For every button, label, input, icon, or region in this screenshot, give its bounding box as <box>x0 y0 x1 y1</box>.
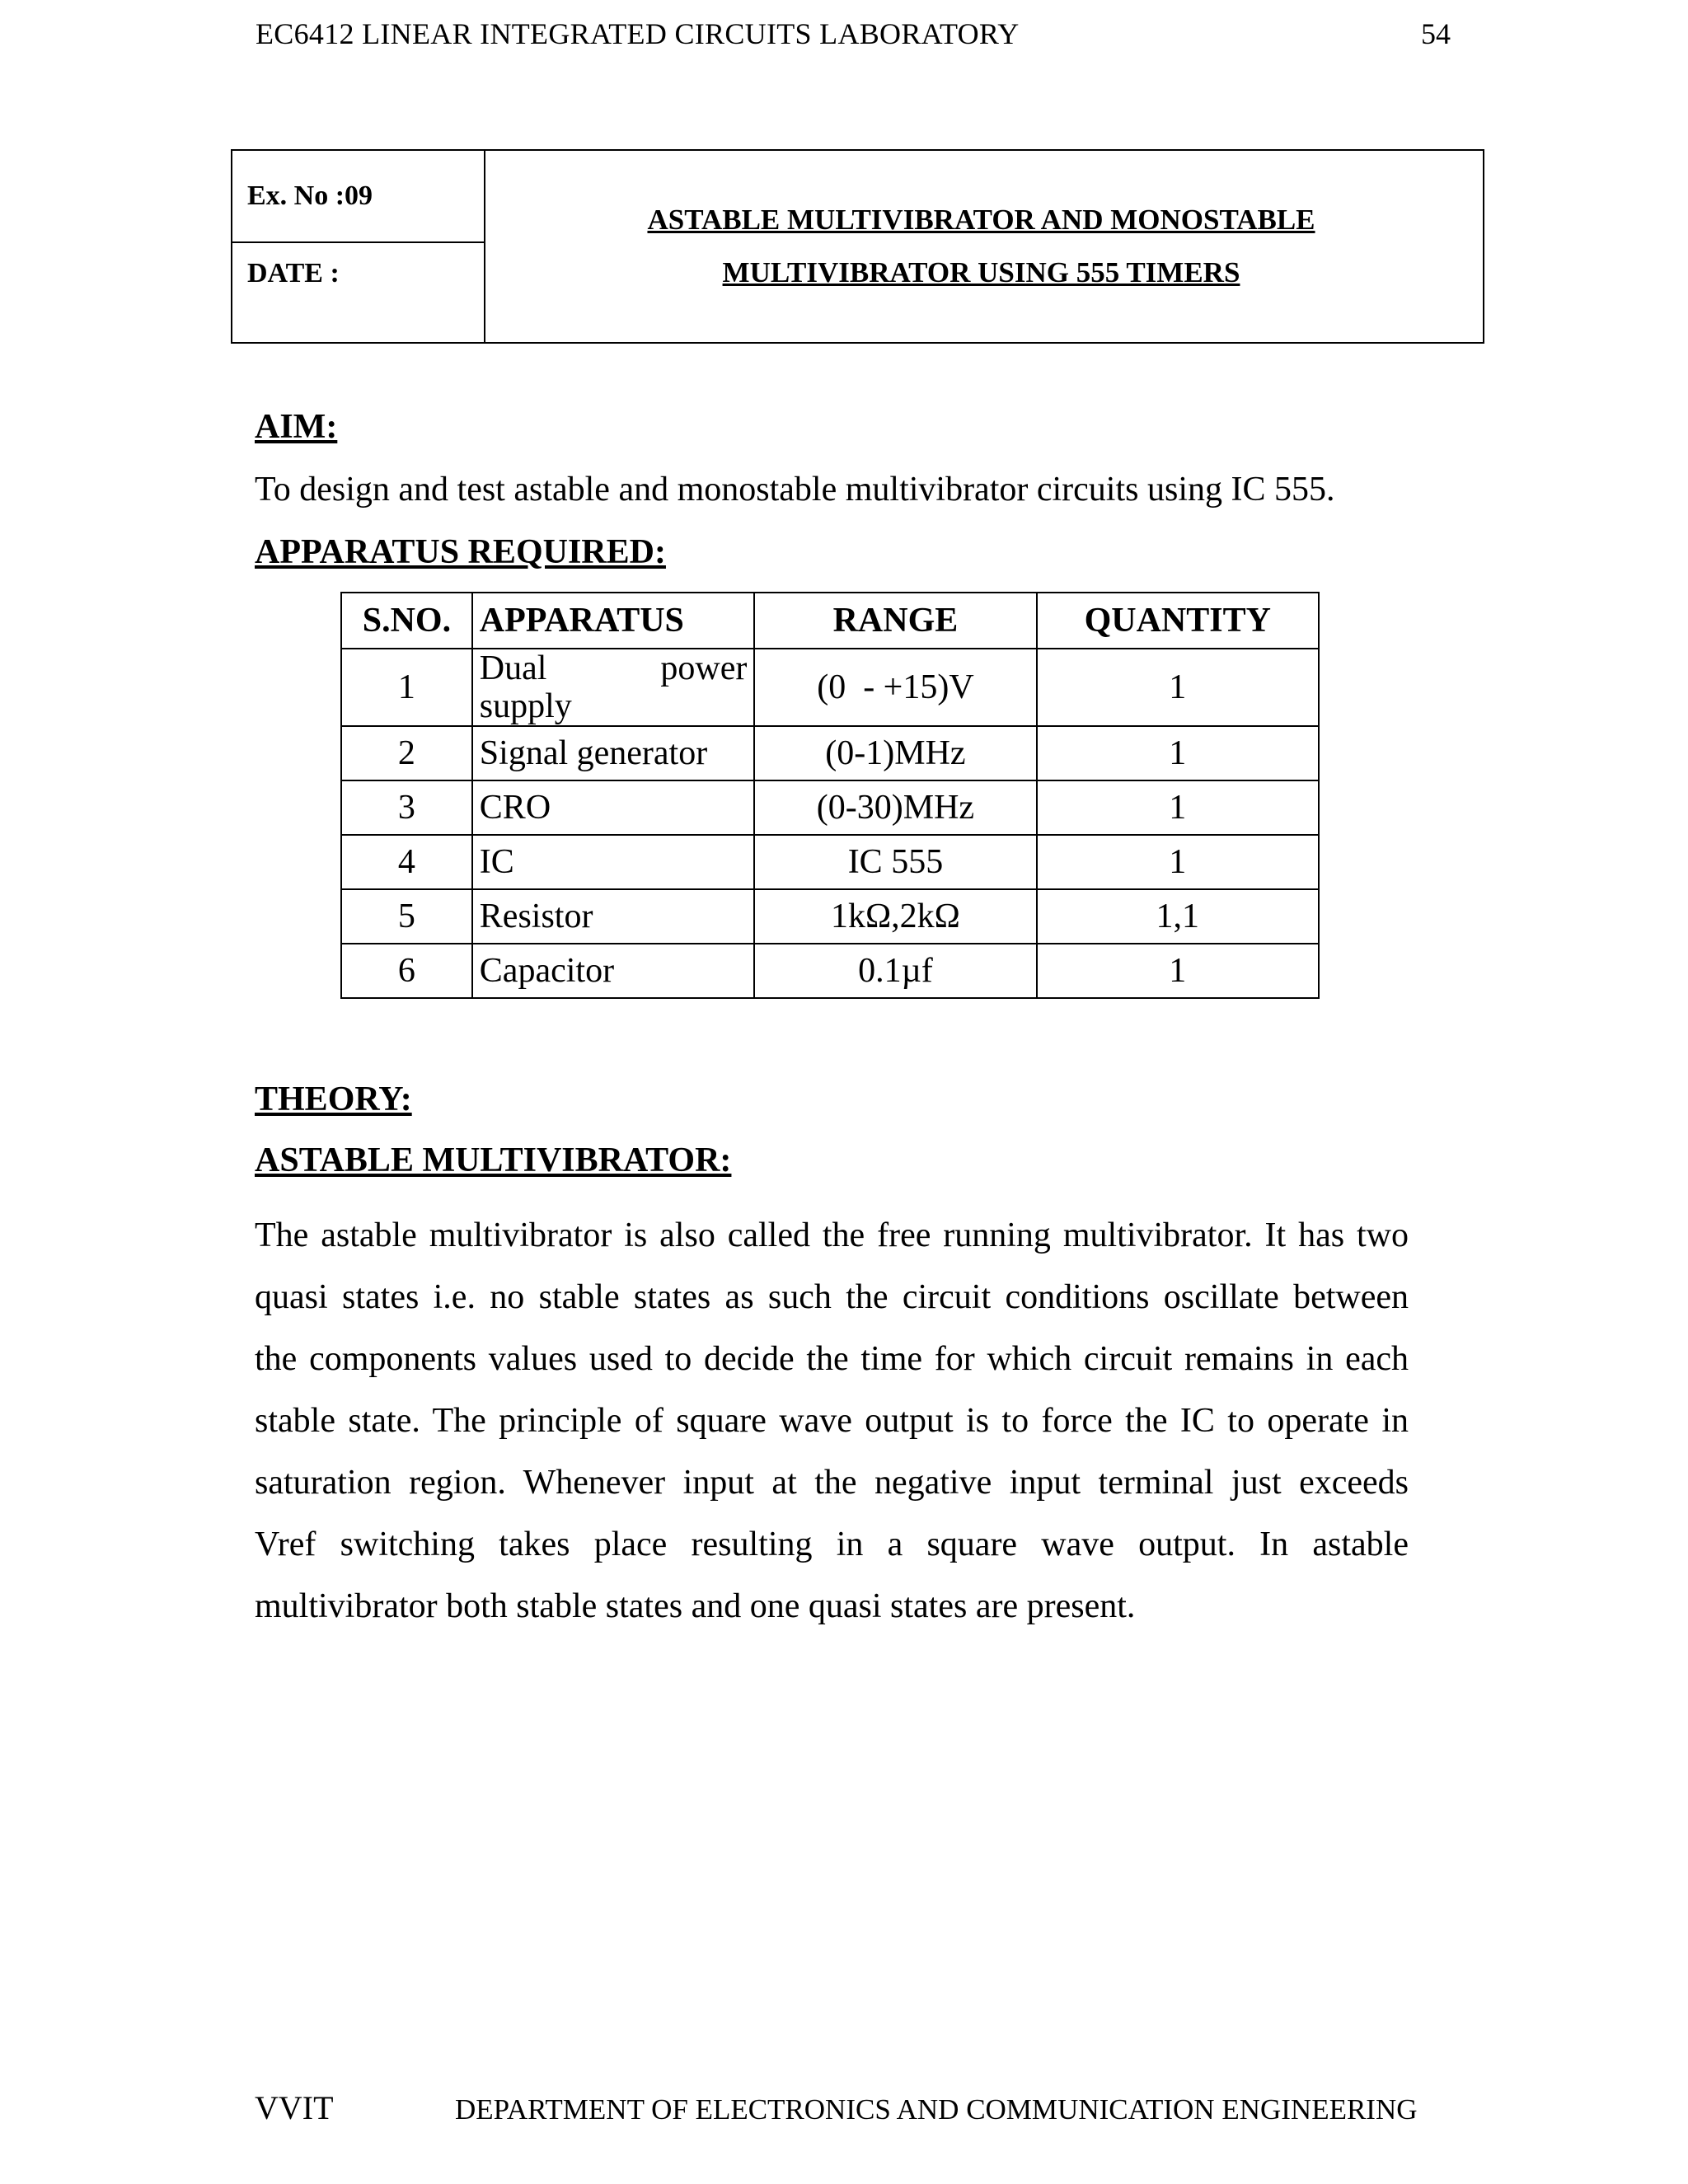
date-label: DATE : <box>247 258 340 288</box>
experiment-number: Ex. No :09 <box>247 180 373 211</box>
experiment-info-cell <box>232 151 485 342</box>
cell-quantity: 1 <box>1037 835 1319 889</box>
page-number: 54 <box>1421 17 1451 50</box>
cell-apparatus: IC <box>472 835 755 889</box>
aim-heading: AIM: <box>255 408 338 446</box>
paragraph-line: multivibrator both stable states and one quasi states are present. <box>255 1587 1136 1625</box>
cell-sno: 2 <box>341 726 472 780</box>
cell-apparatus <box>472 649 755 726</box>
footer-institution: VVIT <box>255 2089 334 2126</box>
cell-sno: 3 <box>341 780 472 835</box>
table-header-row <box>341 593 1319 649</box>
experiment-title-line-2: MULTIVIBRATOR USING 555 TIMERS <box>722 256 1240 288</box>
cell-range: IC 555 <box>754 835 1036 889</box>
table-row <box>341 889 1319 944</box>
cell-quantity: 1 <box>1037 649 1319 726</box>
table-row <box>341 780 1319 835</box>
cell-sno: 4 <box>341 835 472 889</box>
cell-apparatus-part: supply <box>479 687 572 725</box>
cell-sno: 5 <box>341 889 472 944</box>
theory-heading: THEORY: <box>255 1080 412 1118</box>
cell-range: (0-1)MHz <box>754 726 1036 780</box>
theory-paragraph <box>255 1205 1409 1638</box>
experiment-info-divider <box>232 241 485 243</box>
column-header-sno: S.NO. <box>341 593 472 649</box>
cell-apparatus: Resistor <box>472 889 755 944</box>
paragraph-line: saturation region. Whenever input at the negative input terminal just exceeds <box>255 1464 1409 1502</box>
apparatus-heading: APPARATUS REQUIRED: <box>255 533 666 571</box>
running-header-title: EC6412 LINEAR INTEGRATED CIRCUITS LABORATORY <box>256 17 1020 50</box>
aim-text: To design and test astable and monostable multivibrator circuits using IC 555. <box>255 471 1335 509</box>
cell-quantity: 1 <box>1037 726 1319 780</box>
cell-range: (0-30)MHz <box>754 780 1036 835</box>
paragraph-line: The astable multivibrator is also called the free running multivibrator. It has two <box>255 1216 1409 1254</box>
experiment-title-line-1: ASTABLE MULTIVIBRATOR AND MONOSTABLE <box>647 204 1315 236</box>
column-header-apparatus: APPARATUS <box>472 593 755 649</box>
cell-quantity: 1 <box>1037 780 1319 835</box>
table-row <box>341 649 1319 726</box>
paragraph-line: Vref switching takes place resulting in a square wave output. In astable <box>255 1526 1409 1563</box>
table-row <box>341 835 1319 889</box>
paragraph-line: the components values used to decide the time for which circuit remains in each <box>255 1340 1409 1378</box>
column-header-quantity: QUANTITY <box>1037 593 1319 649</box>
astable-subheading: ASTABLE MULTIVIBRATOR: <box>255 1141 732 1179</box>
cell-range: 1kΩ,2kΩ <box>754 889 1036 944</box>
cell-apparatus: Signal generator <box>472 726 755 780</box>
cell-apparatus: Capacitor <box>472 944 755 998</box>
table-row <box>341 726 1319 780</box>
cell-quantity: 1,1 <box>1037 889 1319 944</box>
cell-apparatus-part: Dual <box>479 649 547 687</box>
table-row <box>341 944 1319 998</box>
cell-apparatus: CRO <box>472 780 755 835</box>
cell-sno: 6 <box>341 944 472 998</box>
apparatus-table <box>340 592 1320 999</box>
paragraph-line: stable state. The principle of square wave output is to force the IC to operate in <box>255 1402 1409 1440</box>
cell-apparatus-part: power <box>660 649 748 687</box>
paragraph-line: quasi states i.e. no stable states as such the circuit conditions oscillate between <box>255 1278 1409 1316</box>
cell-sno: 1 <box>341 649 472 726</box>
cell-quantity: 1 <box>1037 944 1319 998</box>
cell-range: 0.1µf <box>754 944 1036 998</box>
column-header-range: RANGE <box>754 593 1036 649</box>
footer-department: DEPARTMENT OF ELECTRONICS AND COMMUNICATION ENGINEERING <box>455 2093 1418 2125</box>
experiment-header-box <box>231 149 1484 344</box>
cell-range: (0 - +15)V <box>754 649 1036 726</box>
